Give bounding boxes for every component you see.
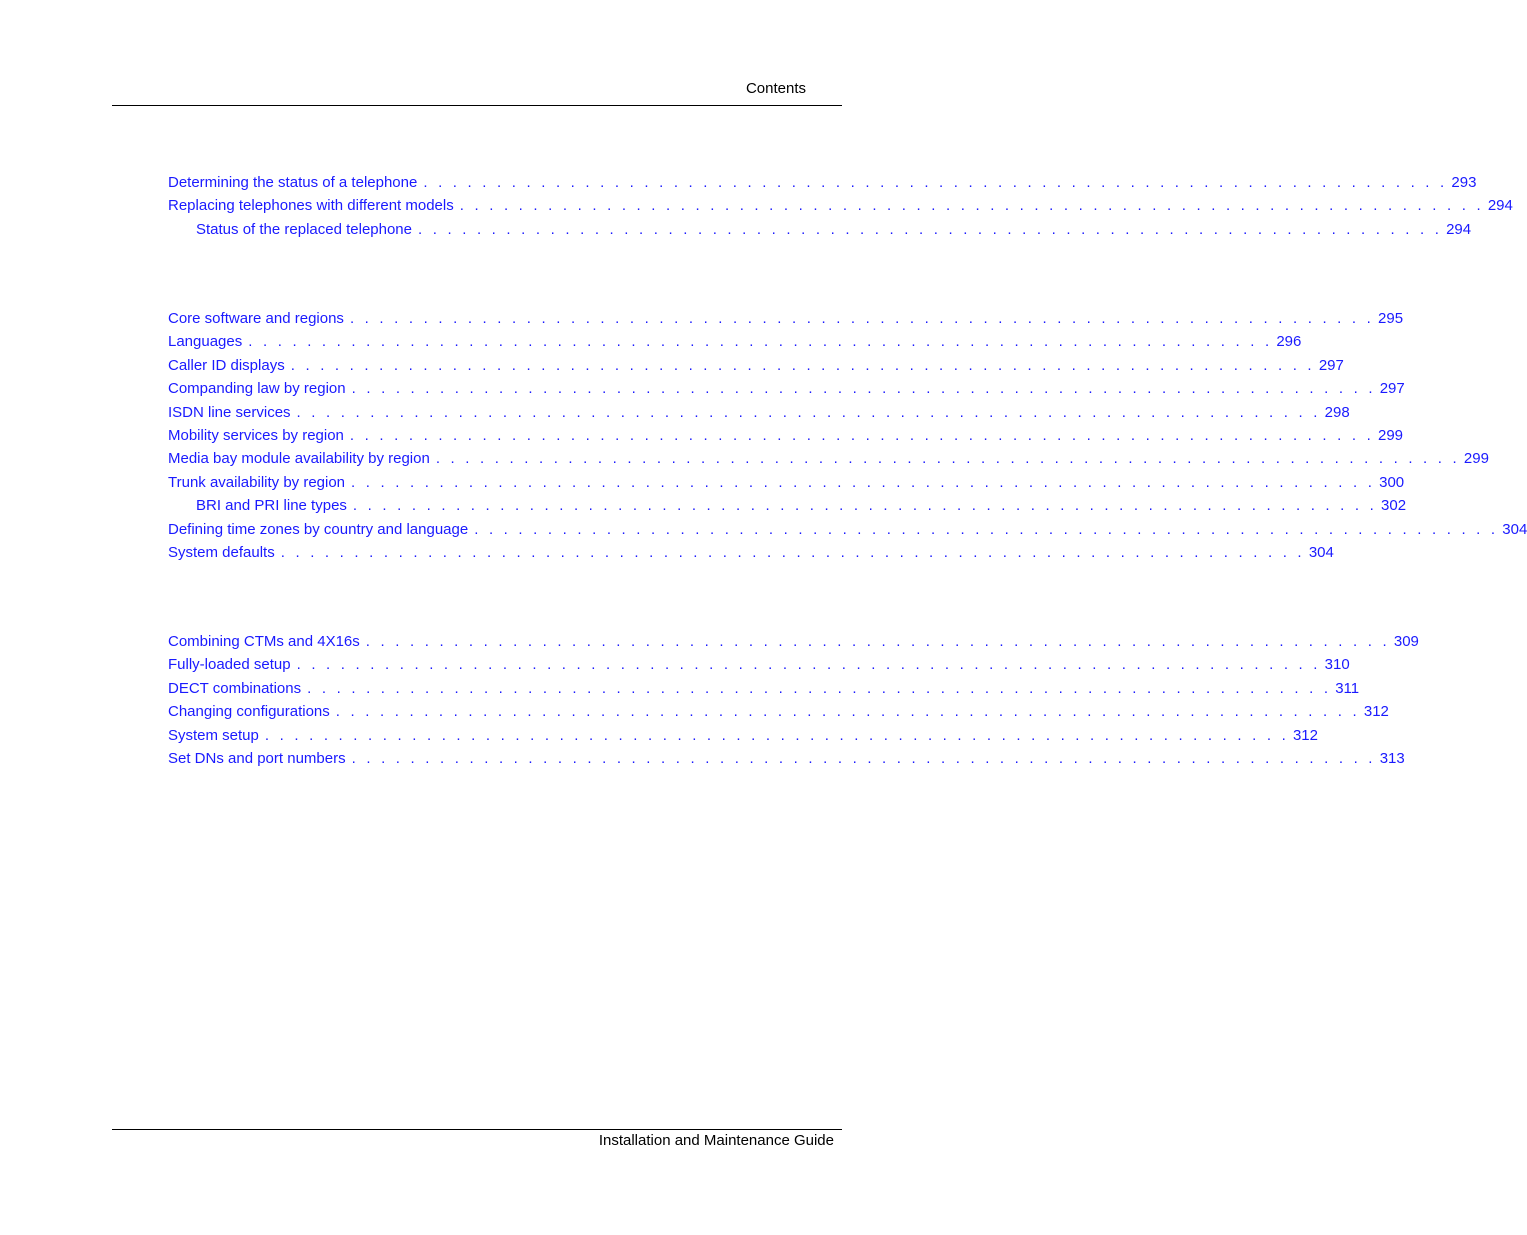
toc-entry[interactable] <box>168 356 1344 380</box>
toc-entry-label: System setup <box>168 726 259 744</box>
page-header-title: Contents <box>745 80 806 97</box>
toc-dot-leader: . . . . . . . . . . . . . . . . . . . . . . . . . . . . . . . . . . . . . . . . . . . . . . . . . . . . . . . . . . . . . . . . . . . . . . <box>349 426 1374 444</box>
toc-dot-leader: . . . . . . . . . . . . . . . . . . . . . . . . . . . . . . . . . . . . . . . . . . . . . . . . . . . . . . . . . . . . . . . . . . . . . . <box>365 633 1390 650</box>
toc-entry[interactable] <box>168 656 1350 679</box>
toc-page-number: 293 <box>1451 174 1477 191</box>
toc-entry[interactable] <box>168 380 1405 403</box>
toc-entry-label: Fully-loaded setup <box>168 656 291 674</box>
toc-dot-leader: . . . . . . . . . . . . . . . . . . . . . . . . . . . . . . . . . . . . . . . . . . . . . . . . . . . . . . . . . . . . . . . . . . . . . . <box>248 333 1273 351</box>
toc-entry[interactable] <box>168 703 1389 726</box>
toc-entry[interactable] <box>168 333 1302 356</box>
toc-page-number: 297 <box>1318 356 1344 374</box>
toc-page-number: 302 <box>1381 497 1407 515</box>
toc-page-number: 296 <box>1276 333 1302 351</box>
toc-page-number: 309 <box>1393 633 1419 650</box>
toc-dot-leader: . . . . . . . . . . . . . . . . . . . . . . . . . . . . . . . . . . . . . . . . . . . . . . . . . . . . . . . . . . . . . . . . . . . . . . <box>351 473 1376 491</box>
toc-page-number: 304 <box>1502 520 1527 538</box>
toc-entry[interactable] <box>168 543 1334 567</box>
toc-entry-label: Combining CTMs and 4X16s <box>168 633 360 650</box>
toc-entry-sub[interactable] <box>168 497 1407 520</box>
toc-page-number: 294 <box>1446 220 1472 238</box>
toc-entry-label: System defaults <box>168 543 275 561</box>
toc-entry-label: Determining the status of a telephone <box>168 174 418 191</box>
toc-entry-sub[interactable] <box>168 220 1472 244</box>
toc-entry-label: Languages <box>168 333 243 351</box>
toc-page-number: 311 <box>1335 679 1360 697</box>
toc-entry-label: Caller ID displays <box>168 356 285 374</box>
toc-dot-leader: . . . . . . . . . . . . . . . . . . . . . . . . . . . . . . . . . . . . . . . . . . . . . . . . . . . . . . . . . . . . . . . . . . . . . . <box>307 679 1332 697</box>
toc-dot-leader: . . . . . . . . . . . . . . . . . . . . . . . . . . . . . . . . . . . . . . . . . . . . . . . . . . . . . . . . . . . . . . . . . . . . . . <box>418 220 1443 238</box>
toc-page-number: 304 <box>1308 543 1334 561</box>
toc-section-1 <box>168 174 1513 244</box>
toc-page-number: 297 <box>1379 380 1405 398</box>
header-rule <box>112 105 842 106</box>
toc-entry[interactable] <box>168 174 1477 197</box>
toc-entry[interactable] <box>168 403 1350 427</box>
toc-entry-label: Core software and regions <box>168 310 344 327</box>
toc-dot-leader: . . . . . . . . . . . . . . . . . . . . . . . . . . . . . . . . . . . . . . . . . . . . . . . . . . . . . . . . . . . . . . . . . . . . . . <box>459 197 1484 215</box>
toc-entry-label: Defining time zones by country and language <box>168 520 469 538</box>
toc-entry-label: Changing configurations <box>168 703 330 721</box>
toc-dot-leader: . . . . . . . . . . . . . . . . . . . . . . . . . . . . . . . . . . . . . . . . . . . . . . . . . . . . . . . . . . . . . . . . . . . . . . <box>296 656 1321 674</box>
toc-entry[interactable] <box>168 426 1404 450</box>
toc-entry-label: Media bay module availability by region <box>168 450 430 468</box>
toc-page-number: 300 <box>1379 473 1405 491</box>
footer-rule <box>112 1129 842 1130</box>
toc-dot-leader: . . . . . . . . . . . . . . . . . . . . . . . . . . . . . . . . . . . . . . . . . . . . . . . . . . . . . . . . . . . . . . . . . . . . . . <box>296 403 1321 421</box>
page-footer-title: Installation and Maintenance Guide <box>598 1132 834 1149</box>
toc-entry-label: Trunk availability by region <box>168 473 346 491</box>
toc-entry[interactable] <box>168 520 1527 544</box>
toc-dot-leader: . . . . . . . . . . . . . . . . . . . . . . . . . . . . . . . . . . . . . . . . . . . . . . . . . . . . . . . . . . . . . . . . . . . . . . <box>474 520 1499 538</box>
toc-entry-label: Set DNs and port numbers <box>168 749 346 767</box>
toc-section-2 <box>168 310 1527 567</box>
toc-dot-leader: . . . . . . . . . . . . . . . . . . . . . . . . . . . . . . . . . . . . . . . . . . . . . . . . . . . . . . . . . . . . . . . . . . . . . . <box>351 749 1376 767</box>
toc-entry-label: Mobility services by region <box>168 426 344 444</box>
toc-entry[interactable] <box>168 679 1360 703</box>
toc-entry[interactable] <box>168 749 1405 773</box>
toc-entry-label: Companding law by region <box>168 380 346 398</box>
toc-entry-label: ISDN line services <box>168 403 291 421</box>
toc-dot-leader: . . . . . . . . . . . . . . . . . . . . . . . . . . . . . . . . . . . . . . . . . . . . . . . . . . . . . . . . . . . . . . . . . . . . . . <box>290 356 1315 374</box>
toc-page-number: 310 <box>1324 656 1350 674</box>
toc-page-number: 295 <box>1378 310 1404 327</box>
toc-entry[interactable] <box>168 726 1318 750</box>
toc-dot-leader: . . . . . . . . . . . . . . . . . . . . . . . . . . . . . . . . . . . . . . . . . . . . . . . . . . . . . . . . . . . . . . . . . . . . . . <box>264 726 1289 744</box>
toc-entry[interactable] <box>168 473 1405 497</box>
toc-page-number: 299 <box>1378 426 1404 444</box>
toc-dot-leader: . . . . . . . . . . . . . . . . . . . . . . . . . . . . . . . . . . . . . . . . . . . . . . . . . . . . . . . . . . . . . . . . . . . . . . <box>349 310 1375 327</box>
toc-page-number: 298 <box>1324 403 1350 421</box>
toc-dot-leader: . . . . . . . . . . . . . . . . . . . . . . . . . . . . . . . . . . . . . . . . . . . . . . . . . . . . . . . . . . . . . . . . . . . . . . <box>423 174 1448 191</box>
toc-page-number: 312 <box>1292 726 1318 744</box>
toc-entry[interactable] <box>168 633 1419 656</box>
toc-entry-label: Status of the replaced telephone <box>196 220 412 238</box>
toc-dot-leader: . . . . . . . . . . . . . . . . . . . . . . . . . . . . . . . . . . . . . . . . . . . . . . . . . . . . . . . . . . . . . . . . . . . . . . <box>280 543 1305 561</box>
toc-entry-label: BRI and PRI line types <box>196 497 347 515</box>
toc-entry-label: Replacing telephones with different models <box>168 197 454 215</box>
toc-entry[interactable] <box>168 197 1513 220</box>
toc-section-3 <box>168 633 1419 773</box>
toc-page-number: 294 <box>1487 197 1513 215</box>
toc-entry-label: DECT combinations <box>168 679 302 697</box>
toc-page-number: 312 <box>1363 703 1389 721</box>
toc-entry[interactable] <box>168 310 1404 333</box>
toc-dot-leader: . . . . . . . . . . . . . . . . . . . . . . . . . . . . . . . . . . . . . . . . . . . . . . . . . . . . . . . . . . . . . . . . . . . . . . <box>351 380 1376 398</box>
toc-dot-leader: . . . . . . . . . . . . . . . . . . . . . . . . . . . . . . . . . . . . . . . . . . . . . . . . . . . . . . . . . . . . . . . . . . . . . . <box>352 497 1378 515</box>
toc-dot-leader: . . . . . . . . . . . . . . . . . . . . . . . . . . . . . . . . . . . . . . . . . . . . . . . . . . . . . . . . . . . . . . . . . . . . . . <box>435 450 1460 468</box>
toc-page-number: 313 <box>1379 749 1405 767</box>
toc-page-number: 299 <box>1463 450 1489 468</box>
toc-dot-leader: . . . . . . . . . . . . . . . . . . . . . . . . . . . . . . . . . . . . . . . . . . . . . . . . . . . . . . . . . . . . . . . . . . . . . . <box>335 703 1360 721</box>
toc-entry[interactable] <box>168 450 1489 473</box>
